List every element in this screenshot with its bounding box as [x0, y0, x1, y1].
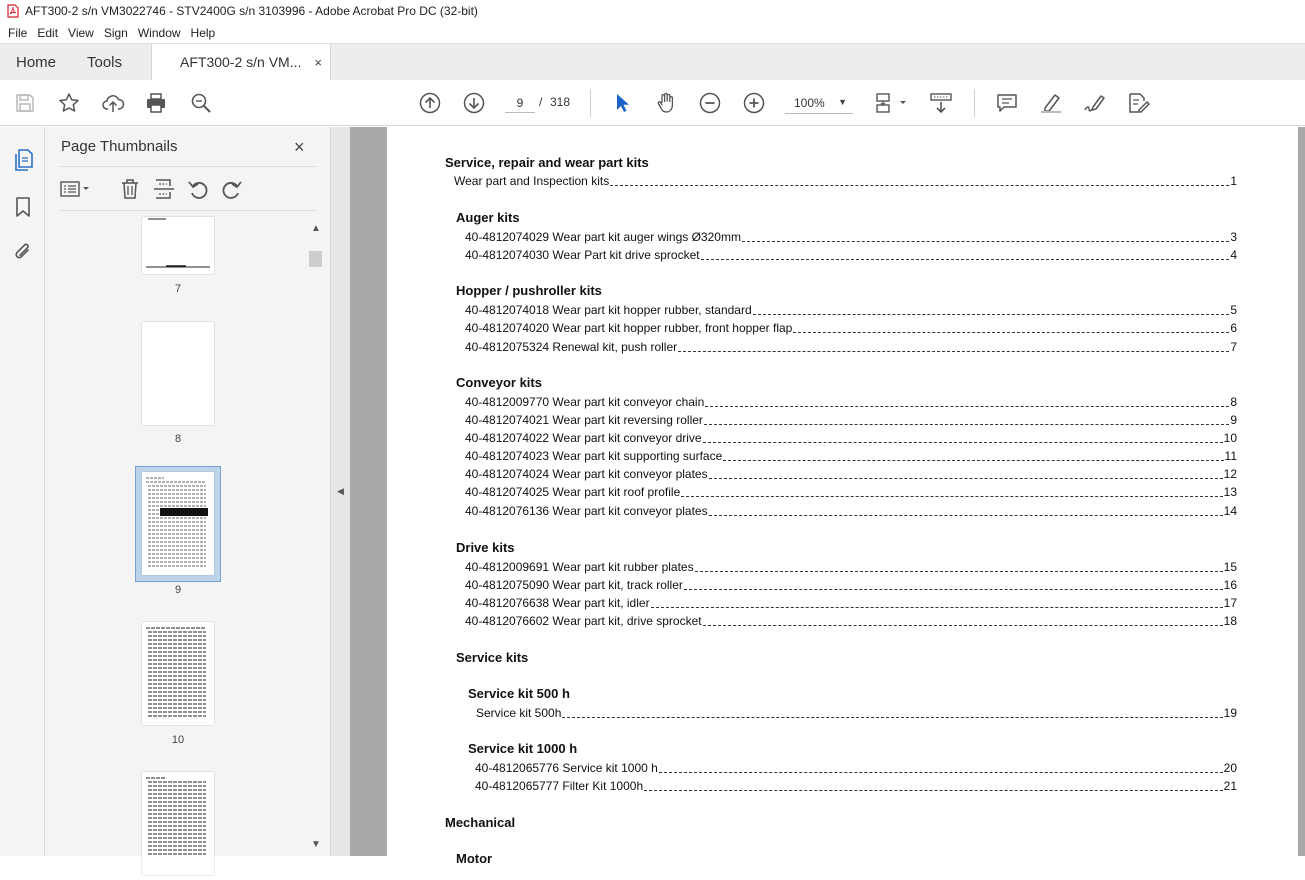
menu-window[interactable]: Window — [137, 25, 181, 40]
menu-bar — [0, 22, 1305, 43]
toc-entry-page: 12 — [1223, 467, 1237, 481]
toc-leader-dots — [651, 607, 1223, 608]
menu-help[interactable]: Help — [190, 25, 216, 40]
edit-pdf-icon[interactable] — [1127, 91, 1151, 115]
toc-leader-dots — [793, 332, 1229, 333]
tab-home[interactable]: Home — [16, 53, 57, 71]
toc-heading: Conveyor kits — [456, 375, 542, 390]
toc-entry-page: 3 — [1230, 230, 1237, 244]
rotate-left-icon[interactable] — [187, 178, 209, 200]
toc-entry[interactable] — [476, 705, 1237, 720]
comment-icon[interactable] — [995, 91, 1019, 115]
toc-entry-text: 40-4812074025 Wear part kit roof profile — [465, 485, 681, 499]
toolbar-divider — [974, 89, 975, 117]
toolbar-divider — [590, 89, 591, 117]
toc-entry-text: Service kit 500h — [476, 706, 562, 720]
toc-entry-text: 40-4812074021 Wear part kit reversing roller — [465, 413, 703, 427]
page-up-icon[interactable] — [418, 91, 442, 115]
toc-heading: Drive kits — [456, 540, 515, 555]
highlight-icon[interactable] — [1039, 91, 1063, 115]
toolbar — [0, 80, 1305, 126]
toc-entry[interactable] — [465, 320, 1237, 335]
toc-entry[interactable] — [465, 247, 1237, 262]
save-icon[interactable] — [13, 91, 37, 115]
toc-entry[interactable] — [465, 613, 1237, 628]
toc-entry[interactable] — [465, 559, 1237, 574]
toc-entry[interactable] — [465, 484, 1237, 499]
thumbnail-label: 7 — [174, 283, 182, 295]
toc-entry-text: 40-4812076602 Wear part kit, drive sprocket — [465, 614, 702, 628]
toc-entry-page: 17 — [1223, 596, 1237, 610]
toc-entry[interactable] — [465, 412, 1237, 427]
toc-entry-page: 7 — [1230, 340, 1237, 354]
toc-entry-text: 40-4812074020 Wear part kit hopper rubber, front hopper flap — [465, 321, 793, 335]
page-separator: / — [539, 95, 543, 109]
toc-entry-page: 16 — [1223, 578, 1237, 592]
toc-leader-dots — [644, 790, 1223, 791]
toc-leader-dots — [742, 241, 1229, 242]
thumbnail-label: 8 — [174, 433, 182, 445]
toc-entry[interactable] — [465, 430, 1237, 445]
toc-entry[interactable] — [465, 448, 1237, 463]
zoom-level-select[interactable] — [785, 93, 853, 114]
toc-entry-text: 40-4812065776 Service kit 1000 h — [475, 761, 658, 775]
toc-entry[interactable] — [465, 302, 1237, 317]
upload-icon[interactable] — [101, 91, 125, 115]
toc-entry-text: 40-4812009691 Wear part kit rubber plates — [465, 560, 694, 574]
toc-entry-page: 1 — [1230, 174, 1237, 188]
toc-heading: Service kit 500 h — [468, 686, 570, 701]
toc-leader-dots — [709, 515, 1223, 516]
pdf-page — [387, 127, 1298, 866]
toc-entry-page: 21 — [1223, 779, 1237, 793]
toc-entry-page: 15 — [1223, 560, 1237, 574]
menu-sign[interactable]: Sign — [103, 25, 128, 40]
toc-entry-text: 40-4812074022 Wear part kit conveyor drive — [465, 431, 702, 445]
tab-document[interactable] — [151, 44, 331, 80]
toc-leader-dots — [678, 351, 1229, 352]
toc-entry[interactable] — [454, 173, 1237, 188]
scroll-mode-icon[interactable] — [929, 91, 953, 115]
toc-leader-dots — [659, 772, 1223, 773]
toc-leader-dots — [705, 406, 1229, 407]
toc-entry-page: 20 — [1223, 761, 1237, 775]
toc-entry[interactable] — [465, 229, 1237, 244]
toc-leader-dots — [709, 478, 1223, 479]
toc-entry-page: 11 — [1224, 449, 1237, 463]
toc-heading: Service kit 1000 h — [468, 741, 578, 756]
select-cursor-icon[interactable] — [610, 91, 634, 115]
zoom-in-icon[interactable] — [742, 91, 766, 115]
toc-leader-dots — [701, 259, 1230, 260]
toc-entry[interactable] — [465, 595, 1237, 610]
menu-file[interactable]: File — [8, 25, 28, 40]
toc-entry-text: 40-4812009770 Wear part kit conveyor chain — [465, 395, 705, 409]
toc-entry[interactable] — [465, 339, 1237, 354]
toc-entry-page: 4 — [1230, 248, 1237, 262]
toc-entry-text: 40-4812074024 Wear part kit conveyor plates — [465, 467, 708, 481]
chevron-down-icon: ▼ — [838, 97, 847, 107]
chevron-down-icon[interactable]: ▼ — [311, 839, 321, 850]
toc-leader-dots — [681, 496, 1222, 497]
toc-entry-page: 6 — [1230, 321, 1237, 335]
acrobat-app-icon — [7, 4, 19, 18]
thumbnail-page-11[interactable] — [142, 772, 214, 875]
page-display-icon[interactable] — [874, 91, 910, 115]
toc-leader-dots — [562, 717, 1222, 718]
toc-entry[interactable] — [465, 394, 1237, 409]
page-thumbnails-panel — [45, 127, 330, 856]
page-thumbnails-icon[interactable] — [11, 148, 35, 172]
options-menu-icon[interactable] — [59, 178, 95, 200]
toc-entry[interactable] — [475, 760, 1237, 775]
thumbnail-tools — [59, 176, 317, 202]
toc-entry-page: 13 — [1223, 485, 1237, 499]
thumbnail-page-9[interactable] — [142, 472, 214, 575]
zoom-out-icon[interactable] — [698, 91, 722, 115]
toc-entry-text: 40-4812074029 Wear part kit auger wings Ø320mm — [465, 230, 741, 244]
toc-entry-text: 40-4812075324 Renewal kit, push roller — [465, 340, 678, 354]
toc-heading: Auger kits — [456, 210, 520, 225]
thumbnail-scrollbar[interactable] — [307, 221, 323, 856]
toc-leader-dots — [695, 571, 1223, 572]
document-viewport — [350, 127, 1305, 866]
menu-view[interactable]: View — [68, 25, 94, 40]
toc-entry-text: 40-4812074030 Wear Part kit drive sprocket — [465, 248, 700, 262]
toc-entry-page: 10 — [1223, 431, 1237, 445]
toc-entry[interactable] — [475, 778, 1237, 793]
panel-title: Page Thumbnails — [61, 138, 178, 155]
toc-leader-dots — [723, 460, 1223, 461]
search-zoom-icon[interactable] — [189, 91, 213, 115]
print-icon[interactable] — [144, 91, 168, 115]
zoom-level-value: 100% — [794, 96, 825, 110]
toc-entry-page: 9 — [1230, 413, 1237, 427]
toc-entry-page: 19 — [1223, 706, 1237, 720]
rotate-right-icon[interactable] — [221, 178, 243, 200]
toc-entry-text: 40-4812074018 Wear part kit hopper rubber, standard — [465, 303, 752, 317]
sign-icon[interactable] — [1083, 91, 1107, 115]
toc-heading: Motor — [456, 851, 493, 866]
toc-heading: Service, repair and wear part kits — [445, 155, 649, 170]
toc-entry-text: Wear part and Inspection kits — [454, 174, 610, 188]
toc-entry-page: 18 — [1223, 614, 1237, 628]
thumbnail-page-7[interactable] — [142, 217, 214, 274]
title-bar — [0, 0, 1305, 22]
toc-heading: Mechanical — [445, 815, 516, 830]
toc-leader-dots — [684, 589, 1223, 590]
toc-heading: Service kits — [456, 650, 529, 665]
window-title: AFT300-2 s/n VM3022746 - STV2400G s/n 3103996 - Adobe Acrobat Pro DC (32-bit) — [25, 4, 478, 18]
toc-entry-page: 14 — [1223, 504, 1237, 518]
toc-entry-text: 40-4812065777 Filter Kit 1000h — [475, 779, 644, 793]
scrollbar-thumb[interactable] — [309, 251, 322, 267]
toc-entry-page: 5 — [1230, 303, 1237, 317]
extract-pages-icon[interactable] — [153, 178, 175, 200]
toc-entry-page: 8 — [1230, 395, 1237, 409]
page-total: 318 — [550, 95, 571, 109]
close-icon[interactable]: × — [294, 137, 305, 157]
toc-entry[interactable] — [465, 503, 1237, 518]
toc-heading: Hopper / pushroller kits — [456, 283, 602, 298]
page-down-icon[interactable] — [462, 91, 486, 115]
toc-entry-text: 40-4812075090 Wear part kit, track roller — [465, 578, 683, 592]
toc-entry-text: 40-4812076638 Wear part kit, idler — [465, 596, 650, 610]
toc-leader-dots — [610, 185, 1229, 186]
thumbnail-page-10[interactable] — [142, 622, 214, 725]
toc-entry-text: 40-4812074023 Wear part kit supporting surface — [465, 449, 723, 463]
attachments-icon[interactable] — [11, 240, 35, 264]
navigation-rail — [0, 127, 45, 856]
divider — [59, 210, 317, 211]
toc-leader-dots — [703, 625, 1223, 626]
page-number-input[interactable]: 9 — [505, 93, 535, 113]
thumbnail-label: 10 — [171, 734, 185, 746]
bookmark-star-icon[interactable] — [57, 91, 81, 115]
toc-entry[interactable] — [465, 466, 1237, 481]
chevron-up-icon[interactable]: ▲ — [311, 223, 321, 234]
menu-edit[interactable]: Edit — [37, 25, 59, 40]
collapse-panel-icon[interactable]: ◀ — [337, 486, 344, 496]
toc-entry-text: 40-4812076136 Wear part kit conveyor plates — [465, 504, 708, 518]
thumbnail-list — [59, 217, 307, 856]
tab-close-icon[interactable]: × — [314, 54, 322, 70]
toc-entry[interactable] — [465, 577, 1237, 592]
toc-leader-dots — [753, 314, 1230, 315]
panel-splitter[interactable] — [330, 127, 350, 856]
toc-leader-dots — [703, 442, 1223, 443]
hand-icon[interactable] — [654, 91, 678, 115]
tab-document-label: AFT300-2 s/n VM... — [180, 54, 302, 70]
bookmarks-icon[interactable] — [11, 195, 35, 219]
tab-bar — [0, 43, 1305, 80]
toc-leader-dots — [704, 424, 1229, 425]
tab-tools[interactable]: Tools — [87, 53, 123, 71]
divider — [59, 166, 317, 167]
thumbnail-page-8[interactable] — [142, 322, 214, 425]
delete-page-icon[interactable] — [119, 178, 141, 200]
thumbnail-label: 9 — [174, 584, 182, 596]
